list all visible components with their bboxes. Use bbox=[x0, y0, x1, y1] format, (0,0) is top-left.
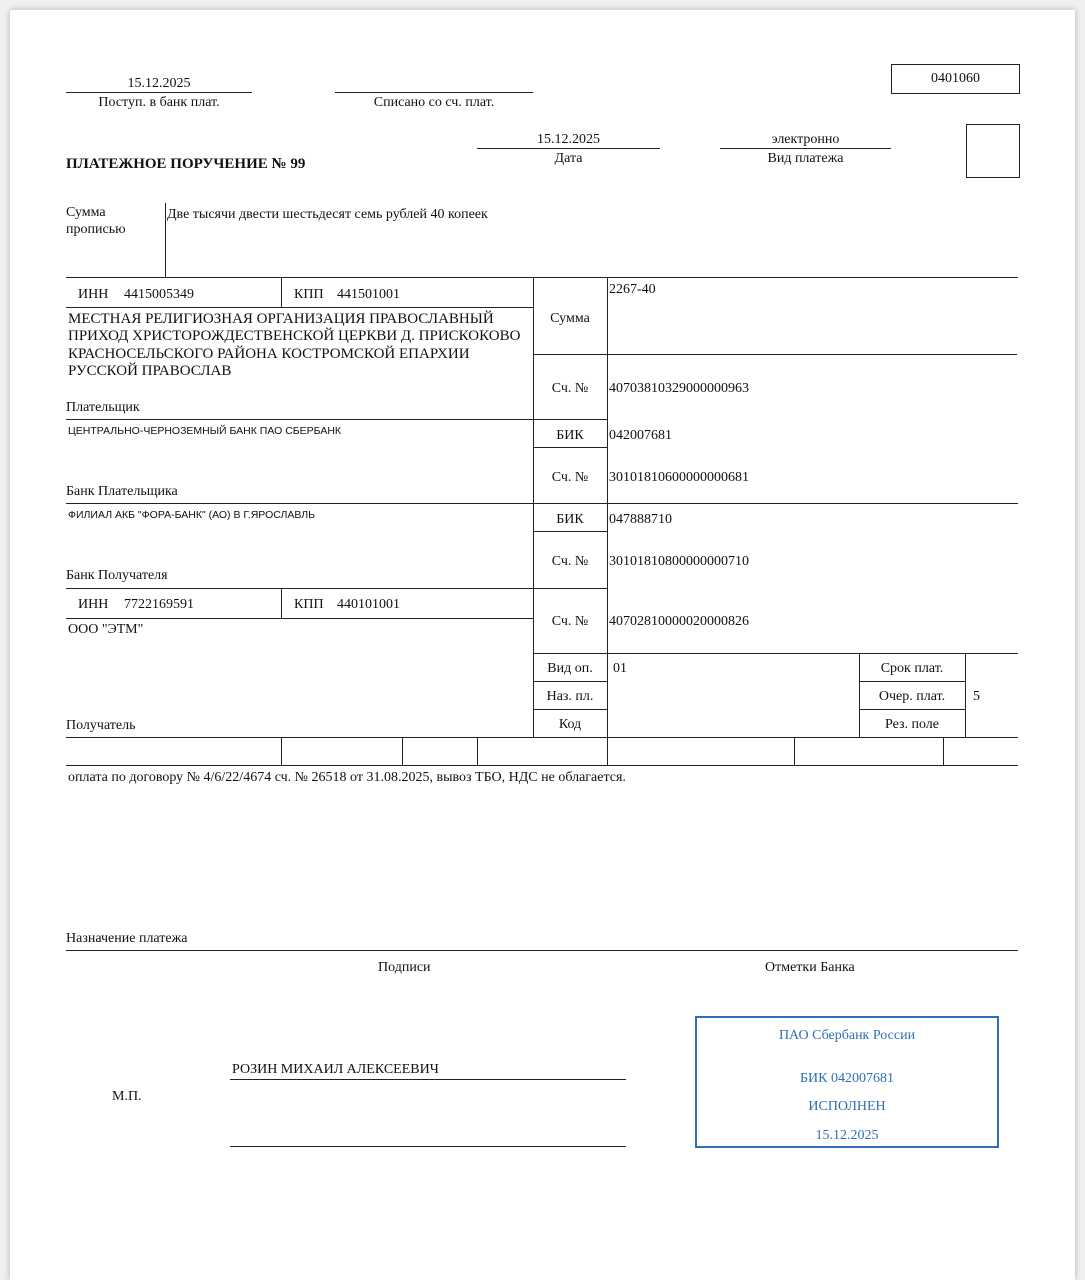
payer-bik-line bbox=[533, 447, 607, 448]
op-type-line bbox=[533, 681, 607, 682]
bank-stamp bbox=[695, 1016, 999, 1148]
payee-kpp: 440101001 bbox=[337, 597, 400, 612]
form-code: 0401060 bbox=[891, 64, 1020, 94]
amount-words-label-2: прописью bbox=[66, 222, 126, 237]
payment-type-line bbox=[720, 148, 891, 149]
purpose-bottom-line bbox=[66, 950, 1018, 951]
payee-inn-row-line bbox=[66, 618, 533, 619]
tax-row-bottom bbox=[66, 765, 1018, 766]
payer-kpp-label: КПП bbox=[294, 287, 324, 302]
reserve-label: Рез. поле bbox=[884, 717, 940, 732]
payer-bank-row-line bbox=[66, 503, 1018, 504]
stamp-bank-name: ПАО Сбербанк России bbox=[778, 1028, 916, 1043]
payer-label: Плательщик bbox=[66, 400, 140, 415]
payee-inn: 7722169591 bbox=[124, 597, 194, 612]
signatures-label: Подписи bbox=[378, 960, 431, 975]
tax-cell-divider-4 bbox=[607, 737, 608, 765]
tax-cell-divider-3 bbox=[477, 737, 478, 765]
amount-words-divider bbox=[165, 203, 166, 277]
payer-name-line-1: МЕСТНАЯ РЕЛИГИОЗНАЯ ОРГАНИЗАЦИЯ ПРАВОСЛАВНЫЙ bbox=[68, 311, 494, 327]
payer-account-label: Сч. № bbox=[551, 381, 589, 396]
stamp-status: ИСПОЛНЕН bbox=[808, 1099, 886, 1114]
grid-vline-values bbox=[607, 277, 608, 738]
payee-account-label: Сч. № bbox=[551, 614, 589, 629]
stamp-date: 15.12.2025 bbox=[815, 1128, 879, 1143]
grid-line-top bbox=[66, 277, 1018, 278]
payee-bik: 047888710 bbox=[609, 512, 672, 527]
payer-name-line-2: ПРИХОД ХРИСТОРОЖДЕСТВЕНСКОЙ ЦЕРКВИ Д. ПРИСКОКОВО bbox=[68, 328, 521, 344]
payee-bik-label: БИК bbox=[556, 512, 584, 527]
empty-code-box bbox=[966, 124, 1020, 178]
payer-bank-label: Банк Плательщика bbox=[66, 484, 178, 499]
priority-label: Очер. плат. bbox=[878, 689, 946, 704]
signature-line-2 bbox=[230, 1146, 626, 1147]
debited-line bbox=[335, 92, 533, 93]
date-line bbox=[477, 148, 660, 149]
payer-inn: 4415005349 bbox=[124, 287, 194, 302]
sum-label: Сумма bbox=[550, 311, 590, 326]
payer-corr-account: 30101810600000000681 bbox=[609, 470, 749, 485]
payee-corr-account: 30101810800000000710 bbox=[609, 554, 749, 569]
op-type-value: 01 bbox=[613, 661, 627, 676]
payee-inn-label: ИНН bbox=[78, 597, 109, 612]
signer-name: РОЗИН МИХАИЛ АЛЕКСЕЕВИЧ bbox=[232, 1062, 439, 1077]
op-type-label: Вид оп. bbox=[547, 661, 593, 676]
payee-inn-kpp-divider bbox=[281, 588, 282, 618]
payer-corr-account-label: Сч. № bbox=[551, 470, 589, 485]
tax-row-top bbox=[66, 737, 1018, 738]
tax-cell-divider-2 bbox=[402, 737, 403, 765]
payee-bank-label: Банк Получателя bbox=[66, 568, 168, 583]
priority-value: 5 bbox=[973, 689, 980, 704]
due-line bbox=[859, 681, 965, 682]
payer-bank-name: ЦЕНТРАЛЬНО-ЧЕРНОЗЕМНЫЙ БАНК ПАО СБЕРБАНК bbox=[68, 425, 342, 437]
payer-inn-row-line bbox=[66, 307, 533, 308]
code-label: Код bbox=[558, 717, 582, 732]
stamp-bik: БИК 042007681 bbox=[800, 1071, 894, 1086]
payee-account-row-line bbox=[533, 653, 1018, 654]
payee-label: Получатель bbox=[66, 718, 136, 733]
bank-received-date: 15.12.2025 bbox=[127, 76, 191, 91]
bank-marks-label: Отметки Банка bbox=[765, 960, 855, 975]
purpose-text: оплата по договору № 4/6/22/4674 сч. № 26518 от 31.08.2025, вывоз ТБО, НДС не облагается. bbox=[68, 770, 626, 785]
amount-words-label-1: Сумма bbox=[66, 205, 106, 220]
date-label: Дата bbox=[554, 151, 583, 166]
payer-bik-label: БИК bbox=[556, 428, 584, 443]
payer-bik: 042007681 bbox=[609, 428, 672, 443]
payer-account: 40703810329000000963 bbox=[609, 381, 749, 396]
debited-label: Списано со сч. плат. bbox=[373, 95, 495, 110]
payee-account: 40702810000020000826 bbox=[609, 614, 749, 629]
payment-type-label: Вид платежа bbox=[767, 151, 844, 166]
payee-bank-row-line bbox=[66, 588, 607, 589]
payee-bik-line bbox=[533, 531, 607, 532]
purpose-code-label: Наз. пл. bbox=[546, 689, 594, 704]
tax-cell-divider-1 bbox=[281, 737, 282, 765]
tax-cell-divider-6 bbox=[943, 737, 944, 765]
sum-value: 2267-40 bbox=[609, 282, 656, 297]
payer-inn-label: ИНН bbox=[78, 287, 109, 302]
order-date: 15.12.2025 bbox=[537, 132, 600, 147]
payer-inn-kpp-divider bbox=[281, 277, 282, 307]
priority-line bbox=[859, 709, 965, 710]
seal-place: М.П. bbox=[112, 1089, 142, 1104]
payer-row-line bbox=[66, 419, 607, 420]
due-label: Срок плат. bbox=[880, 661, 944, 676]
bank-received-line bbox=[66, 92, 252, 93]
payee-name: ООО "ЭТМ" bbox=[68, 622, 144, 637]
tax-cell-divider-5 bbox=[794, 737, 795, 765]
payer-name-line-3: КРАСНОСЕЛЬСКОГО РАЙОНА КОСТРОМСКОЙ ЕПАРХИИ bbox=[68, 346, 470, 362]
purpose-label: Назначение платежа bbox=[66, 931, 188, 946]
payee-bank-name: ФИЛИАЛ АКБ "ФОРА-БАНК" (АО) В Г.ЯРОСЛАВЛЬ bbox=[68, 509, 316, 521]
bank-received-label: Поступ. в банк плат. bbox=[98, 95, 220, 110]
purpose-code-line bbox=[533, 709, 607, 710]
page-title: ПЛАТЕЖНОЕ ПОРУЧЕНИЕ № 99 bbox=[66, 156, 306, 172]
payee-kpp-label: КПП bbox=[294, 597, 324, 612]
sum-row-line bbox=[533, 354, 1017, 355]
payment-type-value: электронно bbox=[771, 132, 840, 147]
signature-line-1 bbox=[230, 1079, 626, 1080]
amount-words-value: Две тысячи двести шестьдесят семь рублей 40 копеек bbox=[167, 207, 488, 222]
payee-corr-account-label: Сч. № bbox=[551, 554, 589, 569]
due-divider-right bbox=[965, 653, 966, 738]
payer-kpp: 441501001 bbox=[337, 287, 400, 302]
payer-name-line-4: РУССКОЙ ПРАВОСЛАВ bbox=[68, 363, 232, 379]
